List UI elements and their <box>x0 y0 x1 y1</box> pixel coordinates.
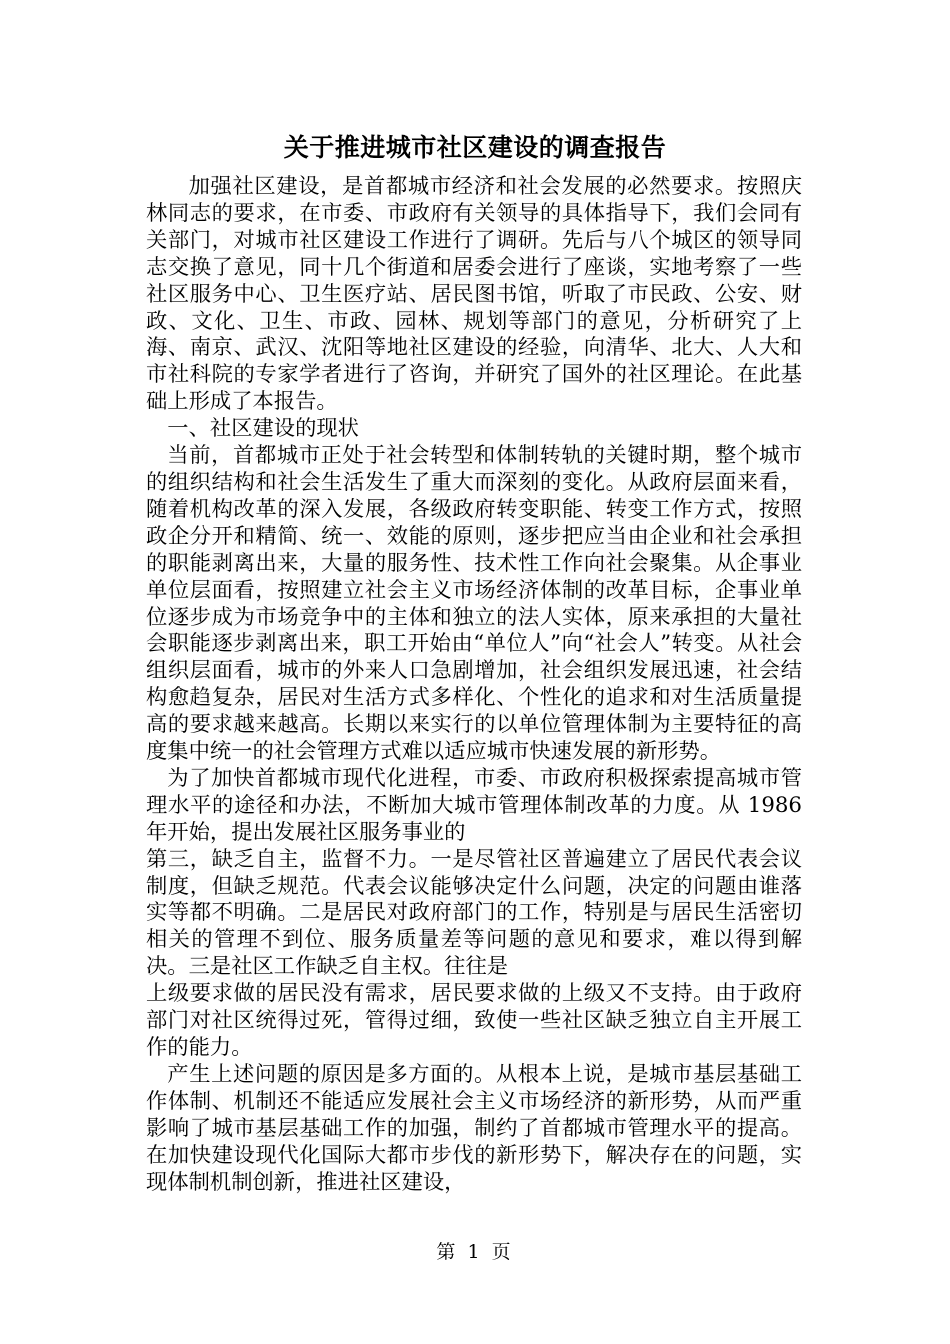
document-title: 关于推进城市社区建设的调查报告 <box>283 133 667 162</box>
paragraph-causes: 产生上述问题的原因是多方面的。从根本上说，是城市基层基础工作体制、机制还不能适应发展社会主义市场经济的新形势，从而严重影响了城市基层基础工作的加强，制约了首都城市管理水平的提高。在加快建设现代化国际大都市步伐的新形势下，解决存在的问题，实现体制机制创新，推进社区建设， <box>146 1061 802 1195</box>
paragraph-intro: 加强社区建设，是首都城市经济和社会发展的必然要求。按照庆林同志的要求，在市委、市政府有关领导的具体指导下，我们会同有关部门，对城市社区建设工作进行了调研。先后与八个城区的领导同志交换了意见，同十几个街道和居委会进行了座谈，实地考察了一些社区服务中心、卫生医疗站、居民图书馆，听取了市民政、公安、财政、文化、卫生、市政、园林、规划等部门的意见，分析研究了上海、南京、武汉、沈阳等地社区建设的经验，向清华、北大、人大和市社科院的专家学者进行了咨询，并研究了国外的社区理论。在此基础上形成了本报告。 <box>146 174 802 415</box>
paragraph-third-issue-continued: 上级要求做的居民没有需求，居民要求做的上级又不支持。由于政府部门对社区统得过死，管得过细，致使一些社区缺乏独立自主开展工作的能力。 <box>146 981 802 1060</box>
paragraph-modernization: 为了加快首都城市现代化进程，市委、市政府积极探索提高城市管理水平的途径和办法，不断加大城市管理体制改革的力度。从 1986 年开始，提出发展社区服务事业的 <box>146 765 802 845</box>
paragraph-current-situation: 当前，首都城市正处于社会转型和体制转轨的关键时期，整个城市的组织结构和社会生活发生了重大而深刻的变化。从政府层面来看，随着机构改革的深入发展，各级政府转变职能、转变工作方式，按照政企分开和精简、统一、效能的原则，逐步把应当由企业和社会承担的职能剥离出来，大量的服务性、技术性工作向社会聚集。从企事业单位层面看，按照建立社会主义市场经济体制的改革目标，企事业单位逐步成为市场竞争中的主体和独立的法人实体，原来承担的大量社会职能逐步剥离出来，职工开始由“单位人”向“社会人”转变。从社会组织层面看，城市的外来人口急剧增加，社会组织发展迅速，社会结构愈趋复杂，居民对生活方式多样化、个性化的追求和对生活质量提高的要求越来越高。长期以来实行的以单位管理体制为主要特征的高度集中统一的社会管理方式难以适应城市快速发展的新形势。 <box>146 443 802 765</box>
page-number: 第 1 页 <box>436 1241 514 1263</box>
section-heading-status: 一、社区建设的现状 <box>167 416 359 442</box>
paragraph-third-issue: 第三，缺乏自主，监督不力。一是尽管社区普遍建立了居民代表会议制度，但缺乏规范。代表会议能够决定什么问题，决定的问题由谁落实等都不明确。二是居民对政府部门的工作，特别是与居民生活密切相关的管理不到位、服务质量差等问题的意见和要求，难以得到解决。三是社区工作缺乏自主权。往往是 <box>146 846 802 980</box>
document-body <box>146 174 802 1196</box>
